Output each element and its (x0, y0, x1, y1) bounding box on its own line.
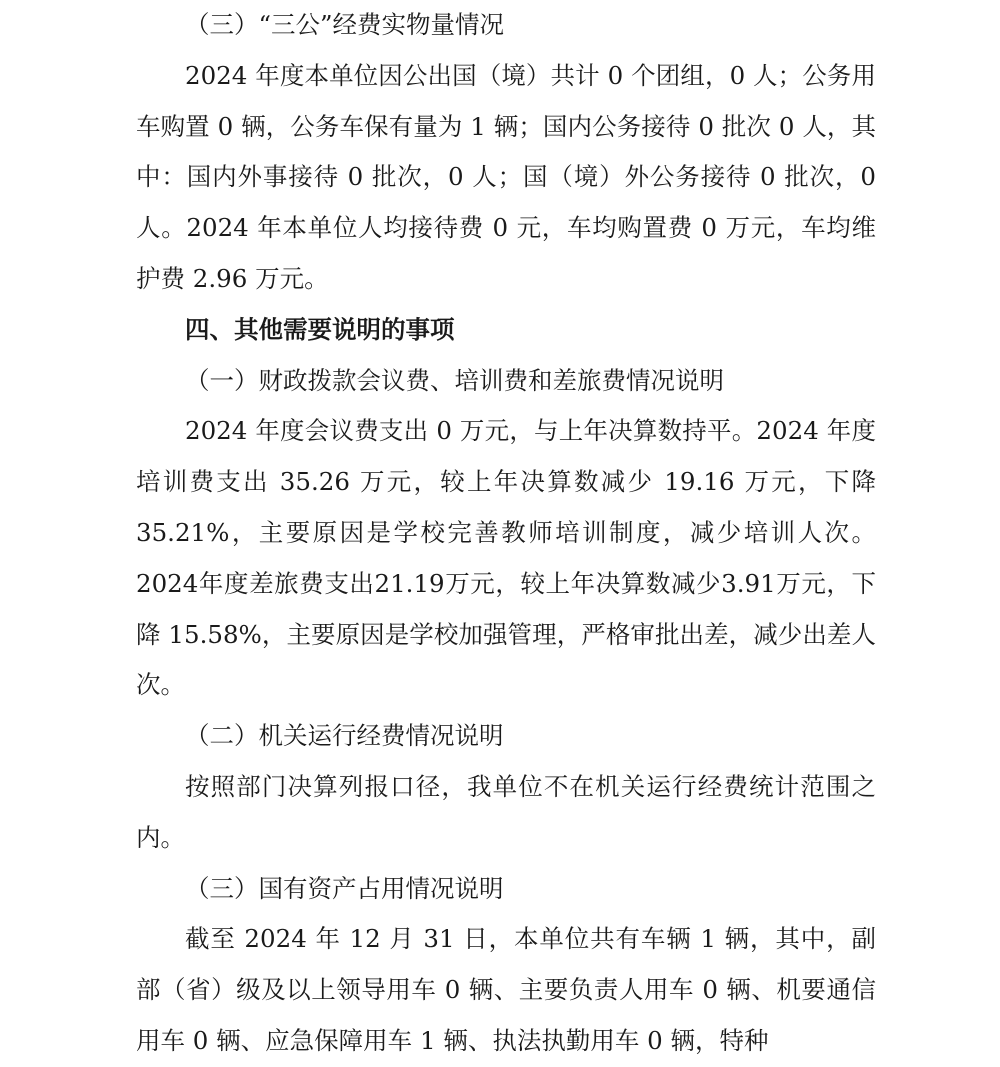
section-heading-meeting-training-travel: （一）财政拨款会议费、培训费和差旅费情况说明 (185, 365, 724, 395)
paragraph-operating-expenses: 按照部门决算列报口径，我单位不在机关运行经费统计范围之内。 (136, 771, 876, 852)
paragraph-state-assets: 截至 2024 年 12 月 31 日，本单位共有车辆 1 辆，其中，副部（省）级及以上领导用车 0 辆、主要负责人用车 0 辆、机要通信用车 0 辆、应急保障用车 1 辆、执法执勤用车 0 辆，特种 (136, 924, 876, 1055)
section-heading-other-matters: 四、其他需要说明的事项 (185, 314, 455, 344)
section-heading-state-assets: （三）国有资产占用情况说明 (185, 873, 504, 903)
paragraph-sangong-quantity: 2024 年度本单位因公出国（境）共计 0 个团组，0 人；公务用车购置 0 辆，公务车保有量为 1 辆；国内公务接待 0 批次 0 人，其中：国内外事接待 0 批次，0 人；国（境）外公务接待 0 批次，0 人。2024 年本单位人均接待费 0 元，车均购置费 0 万元，车均维护费 2.96 万元。 (136, 60, 876, 293)
paragraph-meeting-training-travel: 2024 年度会议费支出 0 万元，与上年决算数持平。2024 年度培训费支出 35.26 万元，较上年决算数减少 19.16 万元，下降 35.21%，主要原因是学校完善教师培训制度，减少培训人次。2024年度差旅费支出21.19万元，较上年决算数减少3.91万元，下降 15.58%，主要原因是学校加强管理，严格审批出差，减少出差人次。 (136, 416, 876, 700)
document-body (136, 0, 876, 1067)
section-heading-sangong-quantity: （三）“三公”经费实物量情况 (185, 10, 505, 39)
section-heading-operating-expenses: （二）机关运行经费情况说明 (185, 721, 504, 751)
